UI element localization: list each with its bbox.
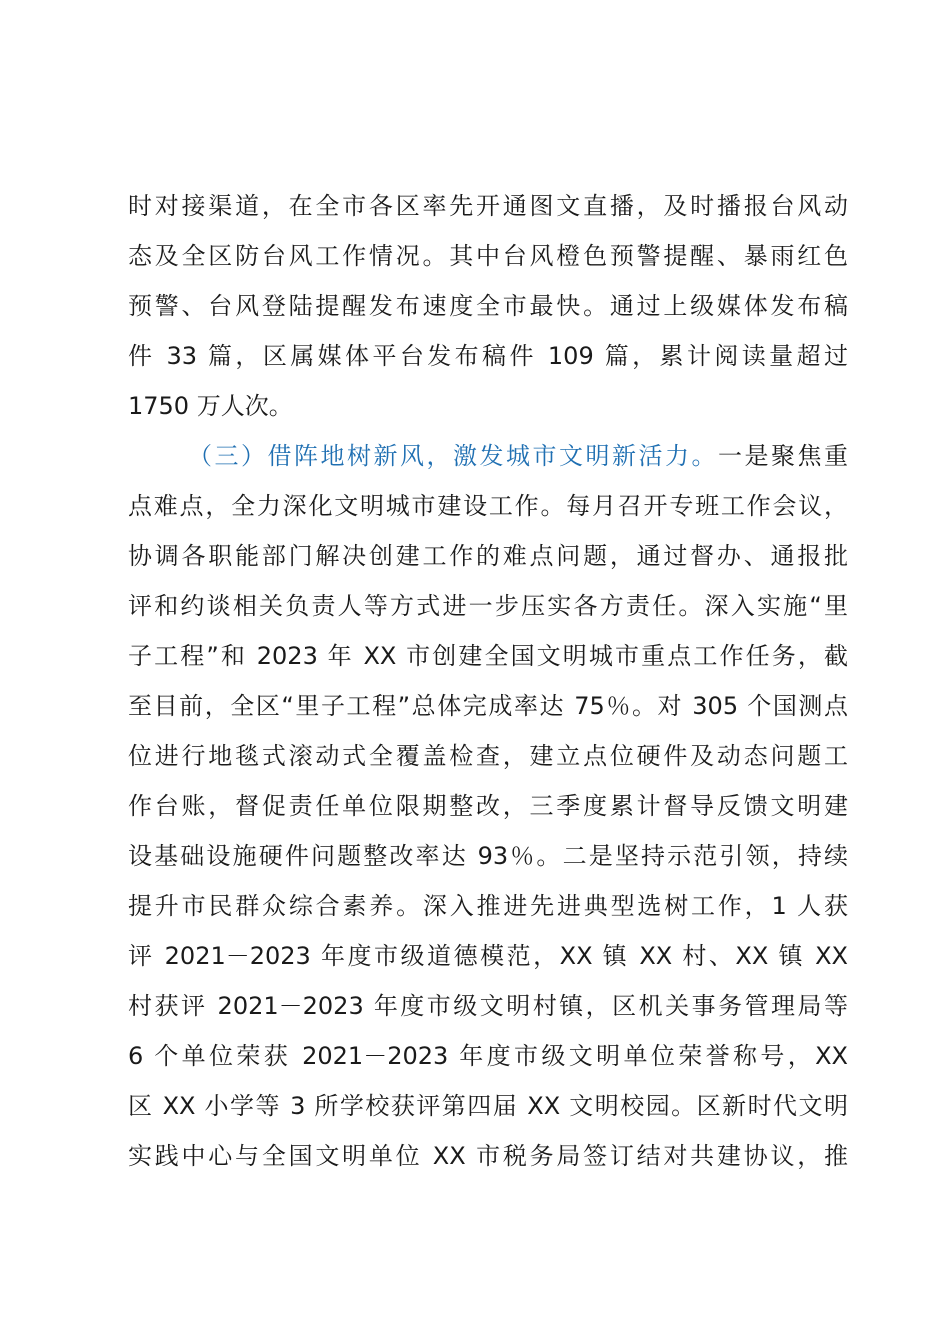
- text-line: 实践中心与全国文明单位 XX 市税务局签订结对共建协议，推: [128, 1142, 848, 1170]
- text-line: 至目前，全区“里子工程”总体完成率达 75％。对 305 个国测点: [128, 692, 848, 720]
- text-line: 预警、台风登陆提醒发布速度全市最快。通过上级媒体发布稿: [128, 292, 848, 320]
- text-line: 提升市民群众综合素养。深入推进先进典型选树工作，1 人获: [128, 892, 848, 920]
- paragraph-first-line: [188, 436, 848, 476]
- text-line: 6 个单位荣获 2021－2023 年度市级文明单位荣誉称号，XX: [128, 1042, 848, 1070]
- text-line: 态及全区防台风工作情况。其中台风橙色预警提醒、暴雨红色: [128, 242, 848, 270]
- text-line: 村获评 2021－2023 年度市级文明村镇，区机关事务管理局等: [128, 992, 848, 1020]
- text-line: 协调各职能部门解决创建工作的难点问题，通过督办、通报批: [128, 542, 848, 570]
- text-line: 点难点，全力深化文明城市建设工作。每月召开专班工作会议，: [128, 492, 848, 520]
- text-line: 设基础设施硬件问题整改率达 93％。二是坚持示范引领，持续: [128, 842, 848, 870]
- section-heading: （三）借阵地树新风，激发城市文明新活力。: [188, 442, 718, 470]
- heading-continuation: 一是聚焦重: [718, 442, 848, 470]
- text-line: 位进行地毯式滚动式全覆盖检查，建立点位硬件及动态问题工: [128, 742, 848, 770]
- text-line: 1750 万人次。: [128, 392, 293, 420]
- text-line: 区 XX 小学等 3 所学校获评第四届 XX 文明校园。区新时代文明: [128, 1092, 848, 1120]
- text-line: 子工程”和 2023 年 XX 市创建全国文明城市重点工作任务，截: [128, 642, 848, 670]
- text-line: 时对接渠道，在全市各区率先开通图文直播，及时播报台风动: [128, 192, 848, 220]
- text-line: 评 2021－2023 年度市级道德模范，XX 镇 XX 村、XX 镇 XX: [128, 942, 848, 970]
- text-line: 件 33 篇，区属媒体平台发布稿件 109 篇，累计阅读量超过: [128, 342, 848, 370]
- text-line: 评和约谈相关负责人等方式进一步压实各方责任。深入实施“里: [128, 592, 848, 620]
- text-line: 作台账，督促责任单位限期整改，三季度累计督导反馈文明建: [128, 792, 848, 820]
